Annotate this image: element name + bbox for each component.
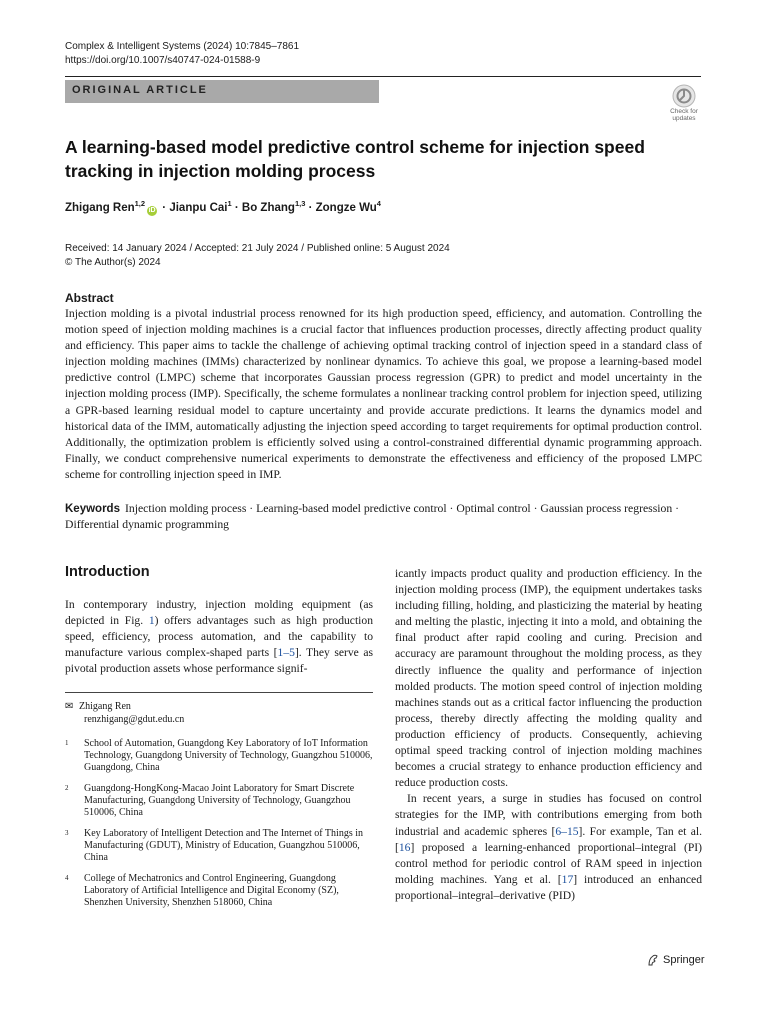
- intro-paragraph: [65, 597, 373, 677]
- corresponding-author: [65, 700, 184, 726]
- journal-header: [65, 40, 299, 68]
- affiliation-number: 3: [65, 829, 69, 837]
- keywords-block: [65, 501, 702, 533]
- citation-link[interactable]: 6–15: [555, 824, 579, 838]
- affiliation-number: 2: [65, 784, 69, 792]
- paragraph-text: In contemporary industry, injection molding equipment (as depicted in Fig.: [65, 598, 373, 628]
- left-column-body: [65, 597, 373, 677]
- check-updates-icon: [672, 84, 696, 108]
- publication-dates: [65, 242, 450, 270]
- intro-paragraph: [395, 791, 702, 904]
- copyright-line: © The Author(s) 2024: [65, 257, 161, 268]
- corresponding-author-email[interactable]: renzhigang@gdut.edu.cn: [84, 714, 185, 725]
- author-name[interactable]: Zongze Wu: [315, 202, 377, 214]
- citation-link[interactable]: 16: [398, 840, 411, 854]
- affiliation-item: [65, 828, 373, 865]
- corresponding-author-name: Zhigang Ren: [79, 701, 131, 712]
- right-column-body: [395, 566, 702, 904]
- affiliation-text: School of Automation, Guangdong Key Laboratory of IoT Information Technology, Guangdong University of Technology, Guangzhou 510006, Guangdong, China: [84, 738, 373, 774]
- keywords-heading: Keywords: [65, 503, 120, 515]
- abstract-heading: Abstract: [65, 291, 114, 305]
- affiliation-number: 1: [65, 739, 69, 747]
- citation-link[interactable]: 1–5: [277, 646, 295, 660]
- author-affiliation-sup: 1: [227, 199, 232, 209]
- keywords-text: Injection molding process · Learning-based model predictive control · Optimal control · Gaussian process regression · Differential dynamic programming: [65, 502, 679, 531]
- citation-link[interactable]: 17: [561, 872, 574, 886]
- envelope-icon: ✉: [65, 701, 74, 712]
- paragraph-text: ]. For example, Tan et al. [: [395, 824, 702, 854]
- affiliation-text: Guangdong-HongKong-Macao Joint Laboratory for Smart Discrete Manufacturing, Guangdong University of Technology, Guangzhou 510006, China: [84, 783, 355, 819]
- check-updates-label-2: updates: [672, 115, 696, 122]
- abstract-text: Injection molding is a pivotal industrial process renowned for its high production speed, efficiency, and automation. Controlling the motion speed of injection molding machines is a crucial factor that influences production processes, directly affecting product quality and efficiency. This paper aims to tackle the challenge of achieving optimal tracking control of injection speed in a standard class of injection molding machines (IMMs) characterized by nonlinear dynamics. To achieve this goal, we propose a learning-based model predictive control (LMPC) scheme that incorporates Gaussian process regression (GPR) to predict and model uncertainty in the injection molding process (IMP). Specifically, the scheme formulates a nonlinear tracking control problem for injection speed, utilizing a GPR-based learning residual model to capture uncertainty and provide accurate predictions. It learns the dynamics model and historical data of the IMM, automatically adjusting the injection speed according to target requirements for optimal production control. Additionally, the optimization problem is efficiently solved using a control-constrained differential dynamic programming approach. Finally, we conduct comprehensive numerical experiments to demonstrate the effectiveness and efficiency of the proposed LMPC scheme for controlling injection speed in IMP.: [65, 307, 702, 481]
- orcid-icon[interactable]: iD: [148, 207, 156, 214]
- header-rule: [65, 76, 701, 77]
- paper-title: A learning-based model predictive control scheme for injection speed tracking in injection molding process: [65, 137, 645, 181]
- figure-reference-link[interactable]: 1: [148, 614, 155, 628]
- author-name[interactable]: Bo Zhang: [241, 202, 295, 214]
- author-separator: ·: [162, 202, 167, 214]
- check-for-updates-badge[interactable]: [665, 84, 703, 124]
- article-type-banner: ORIGINAL ARTICLE: [65, 80, 379, 103]
- introduction-heading: Introduction: [65, 564, 150, 580]
- affiliation-text: Key Laboratory of Intelligent Detection and The Internet of Things in Manufacturing (GDUT), Ministry of Education, Guangzhou 510006, China: [84, 828, 363, 864]
- paragraph-text: ] proposed a learning-enhanced proportional–integral (PI) control method for periodic control of RAM speed in injection molding machines. Yang et al. [: [395, 840, 702, 886]
- author-affiliation-sup: 1,3: [294, 199, 306, 209]
- publisher-name: Springer: [663, 954, 705, 966]
- author-list: [65, 199, 381, 216]
- check-updates-label-1: Check for: [670, 108, 698, 115]
- author-separator: ·: [234, 202, 239, 214]
- author-affiliation-sup: 4: [376, 199, 381, 209]
- paragraph-text: In recent years, a surge in studies has focused on control strategies for the IMP, with contributions emerging from both industrial and academic spheres [: [395, 792, 702, 838]
- affiliation-item: [65, 738, 373, 775]
- author-separator: ·: [308, 202, 313, 214]
- paragraph-text: ] introduced an enhanced proportional–integral–derivative (PID): [395, 872, 702, 902]
- paragraph-text: ) offers advantages such as high production speed, efficiency, process automation, and the capability to manufacture various complex-shaped parts [: [65, 614, 373, 660]
- author-affiliation-sup: 1,2: [134, 199, 146, 209]
- publisher-logo: [646, 953, 705, 967]
- footnote-rule: [65, 692, 373, 693]
- doi-link[interactable]: https://doi.org/10.1007/s40747-024-01588-9: [65, 55, 261, 66]
- author-name[interactable]: Zhigang Ren: [65, 202, 135, 214]
- springer-horse-icon: [646, 953, 660, 967]
- intro-paragraph: icantly impacts product quality and production efficiency. In the injection molding process (IMP), the equipment undertakes tasks including filling, holding, and plasticizing the material by heating and melting the plastic, injecting it into a mold, and obtaining the final product after rapid cooling and curing. Precision and accuracy are paramount throughout the molding process, as they directly influence the quality and performance of injection molded products. The motion speed control of injection molding machines stands out as a critical factor influencing the production process, thereby directly affecting the molding quality and production efficiency of products. Consequently, achieving optimal speed tracking control of injection molding machines becomes a crucial strategy to enhance production efficiency and reduce production costs.: [395, 567, 702, 790]
- affiliation-item: [65, 783, 373, 820]
- publication-history: Received: 14 January 2024 / Accepted: 21 July 2024 / Published online: 5 August 2024: [65, 243, 450, 254]
- journal-citation: Complex & Intelligent Systems (2024) 10:7845–7861: [65, 41, 300, 52]
- affiliation-number: 4: [65, 874, 69, 882]
- author-name[interactable]: Jianpu Cai: [169, 202, 228, 214]
- affiliation-text: College of Mechatronics and Control Engineering, Guangdong Laboratory of Artificial Intelligence and Digital Economy (SZ), Shenzhen University, Shenzhen 518060, China: [84, 873, 339, 909]
- paragraph-text: ]. They serve as pivotal production assets whose performance signif-: [65, 646, 373, 676]
- affiliation-item: [65, 873, 373, 910]
